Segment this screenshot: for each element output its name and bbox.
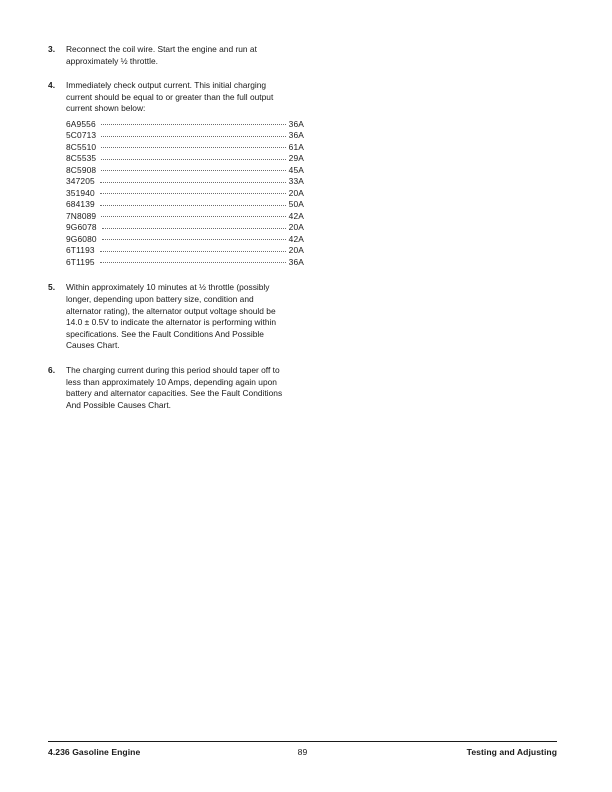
- part-number: 347205: [66, 176, 95, 187]
- numbered-step-4: [48, 80, 290, 115]
- part-number: 8C5535: [66, 153, 97, 164]
- output-current-value: 29A: [288, 153, 304, 164]
- part-row: [66, 176, 304, 188]
- output-current-value: 36A: [288, 118, 304, 129]
- dot-leader: [100, 262, 286, 263]
- output-current-value: 36A: [288, 256, 304, 267]
- output-current-value: 20A: [288, 245, 304, 256]
- dot-leader: [100, 193, 286, 194]
- output-current-value: 33A: [288, 176, 304, 187]
- output-current-value: 50A: [288, 199, 304, 210]
- part-number: 8C5908: [66, 164, 97, 175]
- dot-leader: [101, 136, 285, 137]
- output-current-value: 61A: [288, 141, 304, 152]
- step-text: The charging current during this period should taper off to less than approximately 10 Amps, depending again upon battery and alternator capacities. See the Fault Conditions And Possible Causes Chart.: [66, 365, 283, 410]
- numbered-step-6: [48, 365, 290, 411]
- dot-leader: [100, 182, 286, 183]
- part-row: [66, 234, 304, 246]
- output-current-value: 42A: [288, 210, 304, 221]
- part-number: 8C5510: [66, 141, 97, 152]
- part-number: 6T1195: [66, 256, 95, 267]
- part-number: 9G6078: [66, 222, 97, 233]
- step-text: Within approximately 10 minutes at ½ throttle (possibly longer, depending upon battery size, condition and alternator rating), the alternator output voltage should be 14.0 ± 0.5V to indicate the alternator is performing within specifications. See the Fault Conditions And Possible Causes Chart.: [66, 282, 277, 351]
- part-number: 6A9556: [66, 118, 96, 129]
- step-text: Reconnect the coil wire. Start the engine and run at approximately ½ throttle.: [66, 44, 257, 66]
- step-number: 4.: [48, 80, 56, 91]
- numbered-step-5: [48, 282, 290, 352]
- part-row: [66, 245, 304, 257]
- dot-leader: [101, 159, 285, 160]
- dot-leader: [101, 147, 285, 148]
- part-row: [66, 188, 304, 200]
- part-number: 684139: [66, 199, 95, 210]
- footer-document-title: 4.236 Gasoline Engine: [48, 747, 141, 757]
- dot-leader: [101, 170, 285, 171]
- output-current-value: 45A: [288, 164, 304, 175]
- part-row: [66, 165, 304, 177]
- part-row: [66, 211, 304, 223]
- step-number: 5.: [48, 282, 56, 293]
- footer-section-title: Testing and Adjusting: [466, 747, 557, 757]
- part-number: 351940: [66, 187, 95, 198]
- part-row: [66, 199, 304, 211]
- dot-leader: [102, 228, 286, 229]
- footer-page-number: 89: [297, 747, 308, 757]
- part-row: [66, 257, 304, 269]
- dot-leader: [102, 239, 286, 240]
- part-row: [66, 222, 304, 234]
- part-row: [66, 153, 304, 165]
- dot-leader: [101, 216, 285, 217]
- alternator-output-current-list: [48, 119, 304, 269]
- part-row: [66, 119, 304, 131]
- dot-leader: [101, 124, 286, 125]
- output-current-value: 20A: [288, 222, 304, 233]
- part-row: [66, 130, 304, 142]
- part-row: [66, 142, 304, 154]
- dot-leader: [100, 205, 286, 206]
- page-footer: [48, 747, 557, 757]
- step-number: 6.: [48, 365, 56, 376]
- step-text: Immediately check output current. This initial charging current should be equal to or greater than the full output current shown below:: [66, 80, 274, 114]
- dot-leader: [100, 251, 286, 252]
- part-number: 5C0713: [66, 130, 97, 141]
- step-number: 3.: [48, 44, 56, 54]
- numbered-step-3: [48, 44, 290, 67]
- main-content-column: [48, 44, 304, 424]
- output-current-value: 20A: [288, 187, 304, 198]
- output-current-value: 36A: [288, 130, 304, 141]
- output-current-value: 42A: [288, 233, 304, 244]
- part-number: 6T1193: [66, 245, 95, 256]
- part-number: 7N8089: [66, 210, 97, 221]
- part-number: 9G6080: [66, 233, 97, 244]
- footer-divider: [48, 741, 557, 742]
